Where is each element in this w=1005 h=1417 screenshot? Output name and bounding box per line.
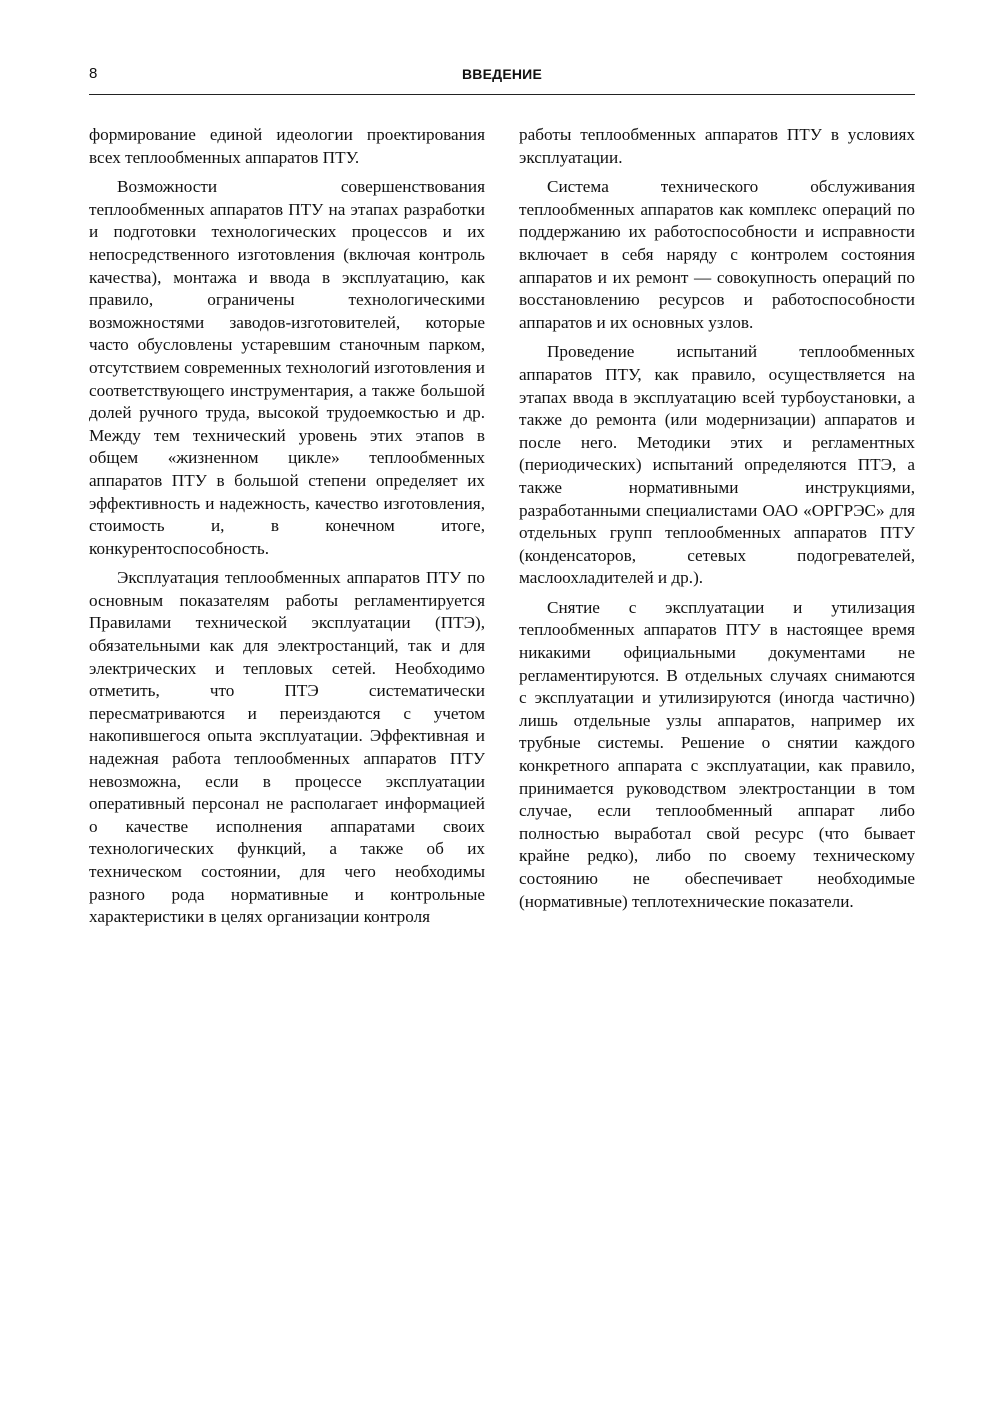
header-rule: [89, 94, 915, 95]
right-column: [519, 124, 915, 920]
paragraph: Проведение испытаний теплообменных аппаратов ПТУ, как правило, осуществляется на этапах ввода в эксплуатацию всей турбоустановки, а также до ремонта (или модернизации) аппаратов и после него. Методики этих и регламентных (периодических) испытаний определяются ПТЭ, а также нормативными инструкциями, разработанными специалистами ОАО «ОРГРЭС» для отдельных групп теплообменных аппаратов ПТУ (конденсаторов, сетевых подогревателей, маслоохладителей и др.).: [519, 342, 915, 588]
page-header: [89, 64, 915, 84]
paragraph: формирование единой идеологии проектирования всех теплообменных аппаратов ПТУ.: [89, 125, 485, 167]
running-title: ВВЕДЕНИЕ: [462, 66, 542, 82]
paragraph: Возможности совершенствования теплообменных аппаратов ПТУ на этапах разработки и подготовки технологических процессов и их непосредственного изготовления (включая контроль качества), монтажа и ввода в эксплуатацию, как правило, ограничены технологическими возможностями заводов-изготовителей, которые часто обусловлены устаревшим станочным парком, отсутствием современных технологий изготовления и соответствующего инструментария, а также большой долей ручного труда, высокой трудоемкостью и др. Между тем технический уровень этих этапов в общем «жизненном цикле» теплообменных аппаратов ПТУ в большой степени определяет их эффективность и надежность, качество изготовления, стоимость и, в конечном итоге, конкурентоспособность.: [89, 177, 485, 558]
left-column: [89, 124, 485, 936]
paragraph: Снятие с эксплуатации и утилизация теплообменных аппаратов ПТУ в настоящее время никакими официальными документами не регламентируются. В отдельных случаях снимаются с эксплуатации и утилизируются (иногда частично) лишь отдельные узлы аппаратов, например их трубные системы. Решение о снятии каждого конкретного аппарата с эксплуатации, как правило, принимается руководством электростанции в том случае, если теплообменный аппарат либо полностью выработал свой ресурс (что бывает крайне редко), либо по своему техническому состоянию не обеспечивает необходимые (нормативные) теплотехнические показатели.: [519, 597, 915, 911]
page-number: 8: [89, 65, 98, 82]
paragraph: Эксплуатация теплообменных аппаратов ПТУ по основным показателям работы регламентируется Правилами технической эксплуатации (ПТЭ), обязательными как для электростанций, так и для электрических и тепловых сетей. Необходимо отметить, что ПТЭ систематически пересматриваются и переиздаются с учетом накопившегося опыта эксплуатации. Эффективная и надежная работа теплообменных аппаратов ПТУ невозможна, если в процессе эксплуатации оперативный персонал не располагает информацией о качестве исполнения аппаратами своих технологических функций, а также об их техническом состоянии, для чего необходимы разного рода нормативные и контрольные характеристики в целях организации контроля: [89, 568, 485, 927]
paragraph: Система технического обслуживания теплообменных аппаратов как комплекс операций по поддержанию их работоспособности и исправности включает в себя наряду с контролем состояния аппаратов и их ремонт — совокупность операций по восстановлению ресурсов и работоспособности аппаратов и их основных узлов.: [519, 177, 915, 332]
paragraph: работы теплообменных аппаратов ПТУ в условиях эксплуатации.: [519, 125, 915, 167]
